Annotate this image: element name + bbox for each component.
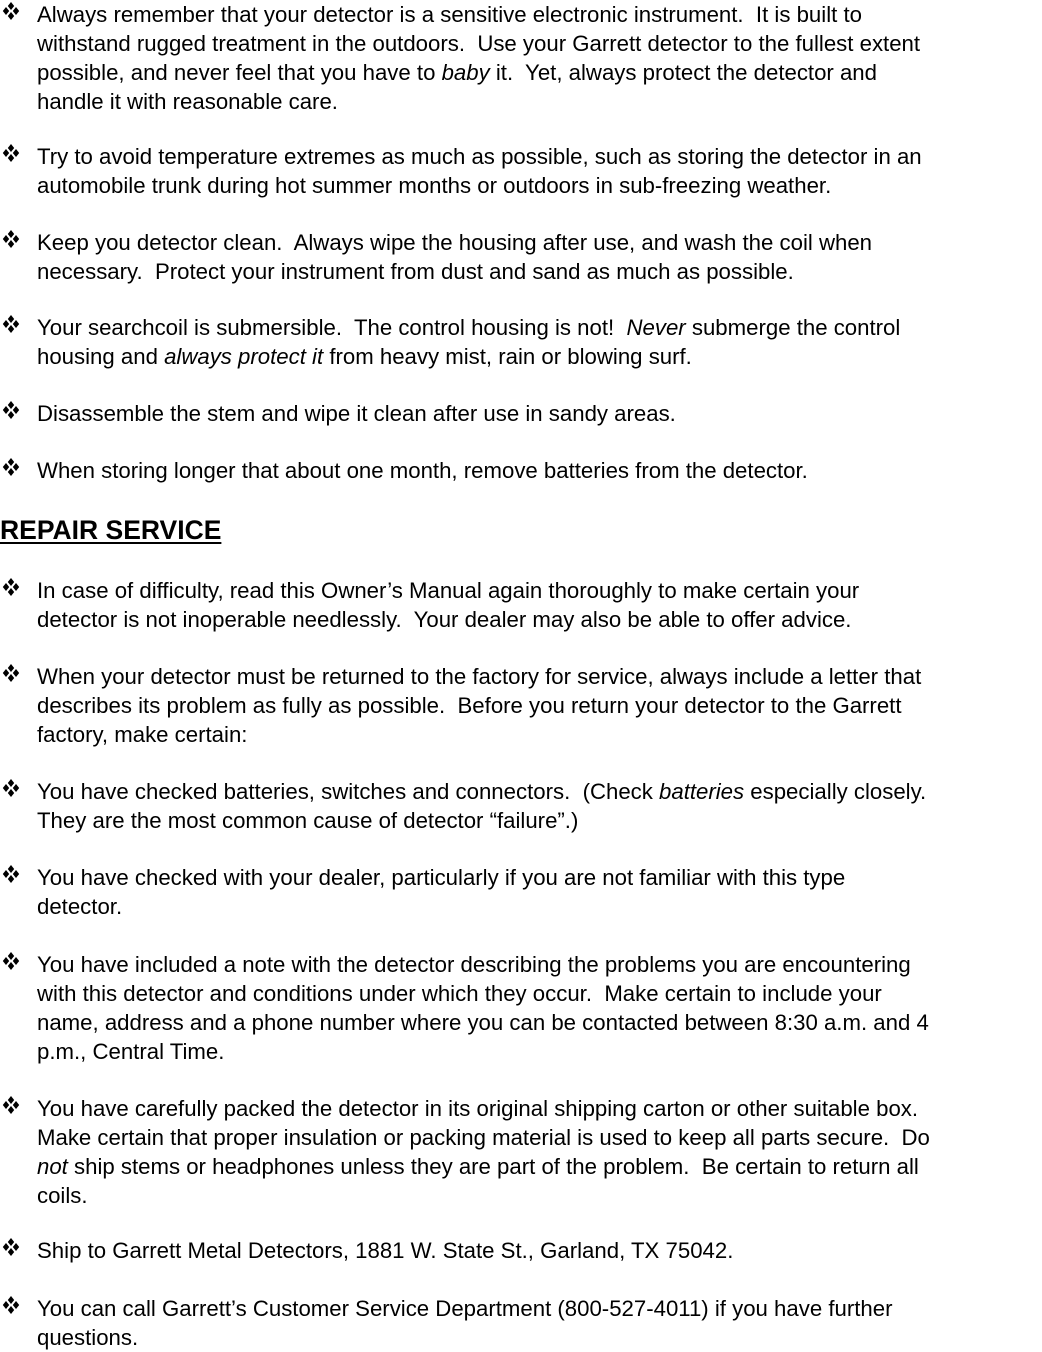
care-tip-item xyxy=(0,142,1042,200)
text-line xyxy=(37,1181,1042,1210)
text-line xyxy=(37,456,1042,485)
text-run: possible, and never feel that you have to xyxy=(37,60,442,85)
text-run: necessary. Protect your instrument from dust and sand as much as possible. xyxy=(37,259,794,284)
care-tip-item-text xyxy=(37,313,1042,371)
repair-tip-item-text xyxy=(37,777,1042,835)
text-run: Keep you detector clean. Always wipe the housing after use, and wash the coil when xyxy=(37,230,873,255)
four-diamond-bullet-icon xyxy=(2,664,20,682)
four-diamond-bullet-icon xyxy=(2,315,20,333)
four-diamond-bullet-icon xyxy=(2,1296,20,1314)
repair-tip-item-text xyxy=(37,863,1042,921)
text-run: submerge the control xyxy=(685,315,901,340)
text-line xyxy=(37,1323,1042,1352)
four-diamond-bullet-icon xyxy=(2,230,20,248)
text-line xyxy=(37,0,1042,29)
text-run: Always remember that your detector is a sensitive electronic instrument. It is built to xyxy=(37,2,862,27)
text-run: questions. xyxy=(37,1325,139,1350)
text-run: from heavy mist, rain or blowing surf. xyxy=(323,344,692,369)
text-run: withstand rugged treatment in the outdoors. Use your Garrett detector to the fullest extent xyxy=(37,31,921,56)
text-line xyxy=(37,257,1042,286)
text-run: Never xyxy=(626,315,686,340)
text-line xyxy=(37,171,1042,200)
text-run: it. Yet, always protect the detector and xyxy=(489,60,877,85)
four-diamond-bullet-icon xyxy=(2,144,20,162)
text-run: name, address and a phone number where you can be contacted between 8:30 a.m. and 4 xyxy=(37,1010,929,1035)
repair-tip-item xyxy=(0,662,1042,749)
care-tip-item xyxy=(0,0,1042,116)
text-line xyxy=(37,662,1042,691)
four-diamond-bullet-icon xyxy=(2,401,20,419)
text-run: You have carefully packed the detector in its original shipping carton or other suitable box. xyxy=(37,1096,919,1121)
care-tip-item-text xyxy=(37,399,1042,428)
repair-tip-item xyxy=(0,576,1042,634)
care-tip-item xyxy=(0,456,1042,485)
text-run: handle it with reasonable care. xyxy=(37,89,338,114)
text-run: especially closely. xyxy=(744,779,927,804)
care-tip-item-text xyxy=(37,142,1042,200)
text-run: When storing longer that about one month, remove batteries from the detector. xyxy=(37,458,808,483)
four-diamond-bullet-icon xyxy=(2,779,20,797)
repair-tip-item-text xyxy=(37,1294,1042,1352)
text-line xyxy=(37,1152,1042,1181)
text-line xyxy=(37,979,1042,1008)
text-run: housing and xyxy=(37,344,165,369)
text-line xyxy=(37,1037,1042,1066)
text-line xyxy=(37,1294,1042,1323)
four-diamond-bullet-icon xyxy=(2,1096,20,1114)
care-tip-item xyxy=(0,228,1042,286)
text-line xyxy=(37,1236,1042,1265)
text-line xyxy=(37,87,1042,116)
text-run: describes its problem as fully as possible. Before you return your detector to the Garrett xyxy=(37,693,902,718)
repair-tip-item-text xyxy=(37,1094,1042,1210)
care-tip-item xyxy=(0,313,1042,371)
text-run: You can call Garrett’s Customer Service Department (800-527-4011) if you have further xyxy=(37,1296,893,1321)
text-run: Try to avoid temperature extremes as much as possible, such as storing the detector in an xyxy=(37,144,922,169)
text-run: with this detector and conditions under which they occur. Make certain to include your xyxy=(37,981,882,1006)
care-tip-item-text xyxy=(37,456,1042,485)
text-line xyxy=(37,950,1042,979)
text-run: They are the most common cause of detector “failure”.) xyxy=(37,808,579,833)
four-diamond-bullet-icon xyxy=(2,952,20,970)
repair-tip-item-text xyxy=(37,576,1042,634)
care-tip-item-text xyxy=(37,0,1042,116)
text-run: automobile trunk during hot summer months or outdoors in sub-freezing weather. xyxy=(37,173,832,198)
text-line xyxy=(37,1123,1042,1152)
text-line xyxy=(37,58,1042,87)
text-run: Disassemble the stem and wipe it clean after use in sandy areas. xyxy=(37,401,676,426)
text-run: Your searchcoil is submersible. The control housing is not! xyxy=(37,315,627,340)
text-line xyxy=(37,142,1042,171)
text-line xyxy=(37,399,1042,428)
text-run: not xyxy=(37,1154,68,1179)
text-run: You have included a note with the detector describing the problems you are encountering xyxy=(37,952,911,977)
repair-tip-item-text xyxy=(37,1236,1042,1265)
text-run: coils. xyxy=(37,1183,88,1208)
text-line xyxy=(37,777,1042,806)
text-run: baby xyxy=(441,60,490,85)
care-tip-item xyxy=(0,399,1042,428)
text-line xyxy=(37,29,1042,58)
text-run: You have checked batteries, switches and connectors. (Check xyxy=(37,779,660,804)
text-line xyxy=(37,691,1042,720)
text-run: Ship to Garrett Metal Detectors, 1881 W. State St., Garland, TX 75042. xyxy=(37,1238,734,1263)
text-run: You have checked with your dealer, particularly if you are not familiar with this type xyxy=(37,865,846,890)
section-heading-repair-service: REPAIR SERVICE xyxy=(0,515,222,545)
text-line xyxy=(37,313,1042,342)
repair-tip-item xyxy=(0,1294,1042,1352)
text-run: When your detector must be returned to the factory for service, always include a letter that xyxy=(37,664,922,689)
text-line xyxy=(37,228,1042,257)
text-line xyxy=(37,720,1042,749)
text-run: batteries xyxy=(659,779,745,804)
text-run: factory, make certain: xyxy=(37,722,248,747)
repair-tip-item-text xyxy=(37,950,1042,1066)
text-run: Make certain that proper insulation or packing material is used to keep all parts secure. Do xyxy=(37,1125,930,1150)
text-run: p.m., Central Time. xyxy=(37,1039,225,1064)
text-run: ship stems or headphones unless they are part of the problem. Be certain to return all xyxy=(67,1154,919,1179)
four-diamond-bullet-icon xyxy=(2,458,20,476)
repair-tip-item xyxy=(0,1094,1042,1210)
text-line xyxy=(37,1094,1042,1123)
text-run: In case of difficulty, read this Owner’s Manual again thoroughly to make certain your xyxy=(37,578,860,603)
text-line xyxy=(37,806,1042,835)
text-line xyxy=(37,892,1042,921)
repair-tip-item-text xyxy=(37,662,1042,749)
four-diamond-bullet-icon xyxy=(2,1238,20,1256)
repair-tip-item xyxy=(0,777,1042,835)
text-line xyxy=(37,1008,1042,1037)
text-run: detector. xyxy=(37,894,123,919)
text-run: detector is not inoperable needlessly. Your dealer may also be able to offer advice. xyxy=(37,607,852,632)
text-run: always protect it xyxy=(164,344,324,369)
repair-tip-item xyxy=(0,950,1042,1066)
four-diamond-bullet-icon xyxy=(2,865,20,883)
repair-tip-item xyxy=(0,1236,1042,1265)
text-line xyxy=(37,576,1042,605)
four-diamond-bullet-icon xyxy=(2,578,20,596)
text-line xyxy=(37,863,1042,892)
four-diamond-bullet-icon xyxy=(2,2,20,20)
repair-tip-item xyxy=(0,863,1042,921)
text-line xyxy=(37,342,1042,371)
text-line xyxy=(37,605,1042,634)
care-tip-item-text xyxy=(37,228,1042,286)
